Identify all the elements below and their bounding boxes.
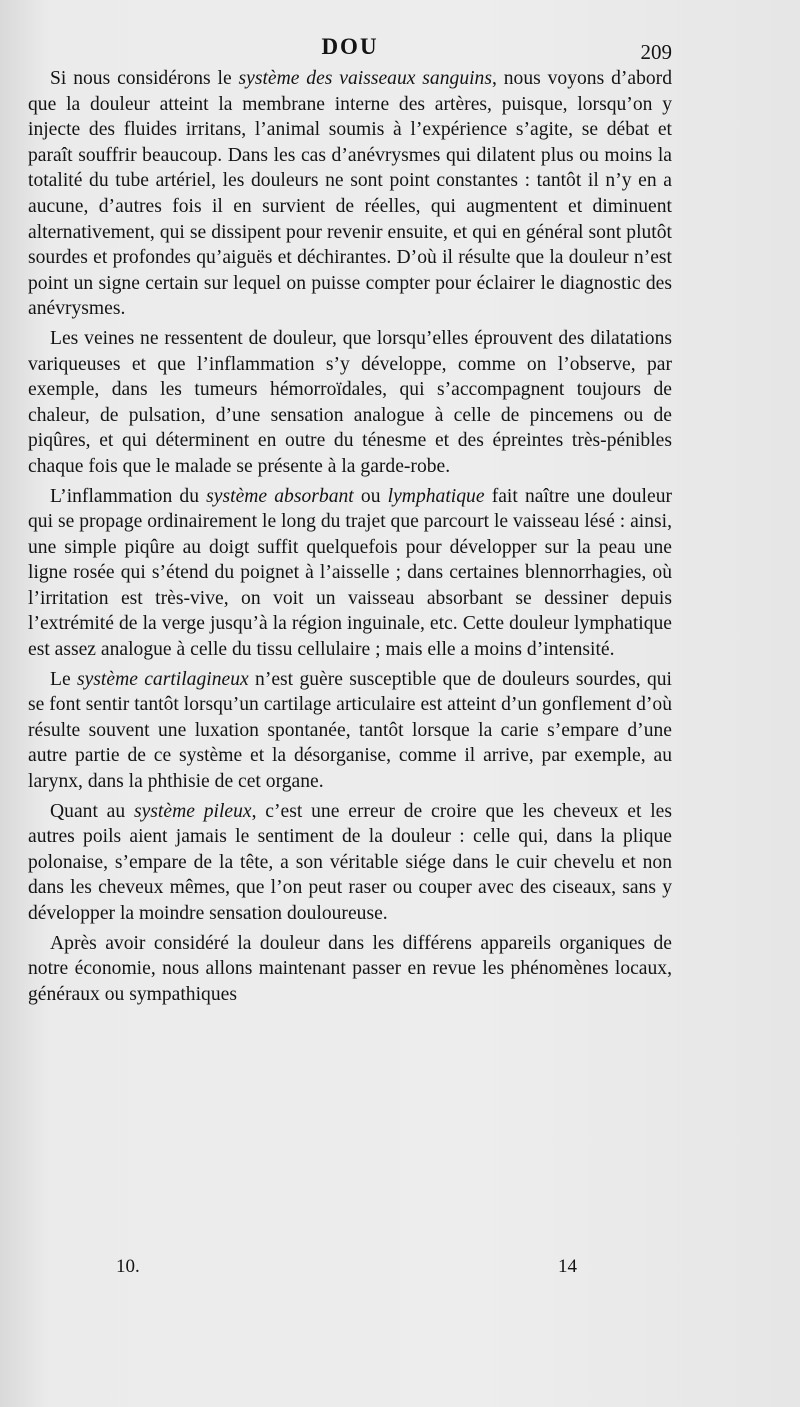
text-run: Si nous considérons le bbox=[50, 68, 239, 89]
page-footer bbox=[28, 1256, 672, 1282]
text-run: , c’est une erreur de croire que les cheveux et les autres poils aient jamais le sentiment de la douleur : celle qui, dans la plique polonaise, s’empare de la tête, a son véritable siége dans le cuir chevelu et non dans les cheveux mêmes, que l’on peut raser ou couper avec des ciseaux, sans y développer la moindre sensation douloureuse. bbox=[28, 800, 672, 924]
italic-term: lymphatique bbox=[387, 485, 485, 507]
paragraph bbox=[28, 484, 672, 663]
italic-term: système absorbant bbox=[206, 485, 354, 507]
italic-term: système pileux bbox=[133, 800, 252, 822]
paragraph bbox=[28, 799, 672, 927]
text-run: L’inflammation du bbox=[50, 485, 207, 507]
paragraph bbox=[28, 931, 672, 1008]
gathering-number: 14 bbox=[558, 1256, 577, 1277]
italic-term: système des vaisseaux sanguins bbox=[238, 68, 492, 89]
paragraph bbox=[28, 66, 672, 322]
paragraph bbox=[28, 667, 672, 795]
signature-mark: 10. bbox=[116, 1256, 140, 1277]
text-run: Quant au bbox=[50, 800, 134, 822]
italic-term: système cartilagineux bbox=[76, 668, 249, 690]
text-run: Les veines ne ressentent de douleur, que lorsqu’elles éprouvent des dilatations variqueuses et que l’inflammation s’y développe, comme on l’observe, par exemple, dans les tumeurs hémorroïdales, qui s’accompagnent toujours de chaleur, de pulsation, d’une sensation analogue à celle de pincemens ou de piqûres, et qui déterminent en outre du ténesme et des épreintes très-pénibles chaque fois que le malade se présente à la garde-robe. bbox=[28, 327, 672, 477]
page-body bbox=[28, 66, 672, 1007]
text-run: , nous voyons d’abord que la douleur atteint la membrane interne des artères, puisque, lorsqu’on y injecte des fluides irritans, l’animal soumis à l’expérience s’agite, se débat et paraît souffrir beaucoup. Dans les cas d’anévrysmes qui dilatent plus ou moins la totalité du tube artériel, les douleurs ne sont point constantes : tantôt il n’y en a aucune, d’autres fois il en survient de réelles, qui augmentent et diminuent alternativement, qui se dissipent pour revenir ensuite, et qui en général sont plutôt sourdes et profondes qu’aiguës et déchirantes. D’où il résulte que la douleur n’est point un signe certain sur lequel on puisse compter pour éclairer le diagnostic des anévrysmes. bbox=[28, 68, 673, 320]
page-header bbox=[28, 34, 672, 64]
text-run: Le bbox=[50, 668, 77, 690]
page-number: 209 bbox=[640, 40, 672, 64]
running-head: DOU bbox=[321, 34, 379, 59]
text-run: Après avoir considéré la douleur dans les différens appareils organiques de notre économie, nous allons maintenant passer en revue les phénomènes locaux, généraux ou sympathiques bbox=[28, 932, 672, 1005]
text-run: ou bbox=[353, 485, 388, 507]
text-run: n’est guère susceptible que de douleurs sourdes, qui se font sentir tantôt lorsqu’un cartilage articulaire est atteint d’un gonflement d’où résulte souvent une luxation spontanée, tantôt lorsque la carie s’empare d’une autre partie de ce système et la désorganise, comme il arrive, par exemple, au larynx, dans la phthisie de cet organe. bbox=[28, 668, 672, 793]
text-run: fait naître une douleur qui se propage ordinairement le long du trajet que parcourt le vaisseau lésé : ainsi, une simple piqûre au doigt suffit quelquefois pour développer sur la peau une ligne rosée qui s’étend du poignet à l’aisselle ; dans certaines blennorrhagies, où l’irritation est très-vive, on voit un vaisseau absorbant se dessiner depuis l’extrémité de la verge jusqu’à la région inguinale, etc. Cette douleur lymphatique est assez analogue à celle du tissu cellulaire ; mais elle a moins d’intensité. bbox=[28, 485, 673, 661]
paragraph bbox=[28, 326, 672, 480]
